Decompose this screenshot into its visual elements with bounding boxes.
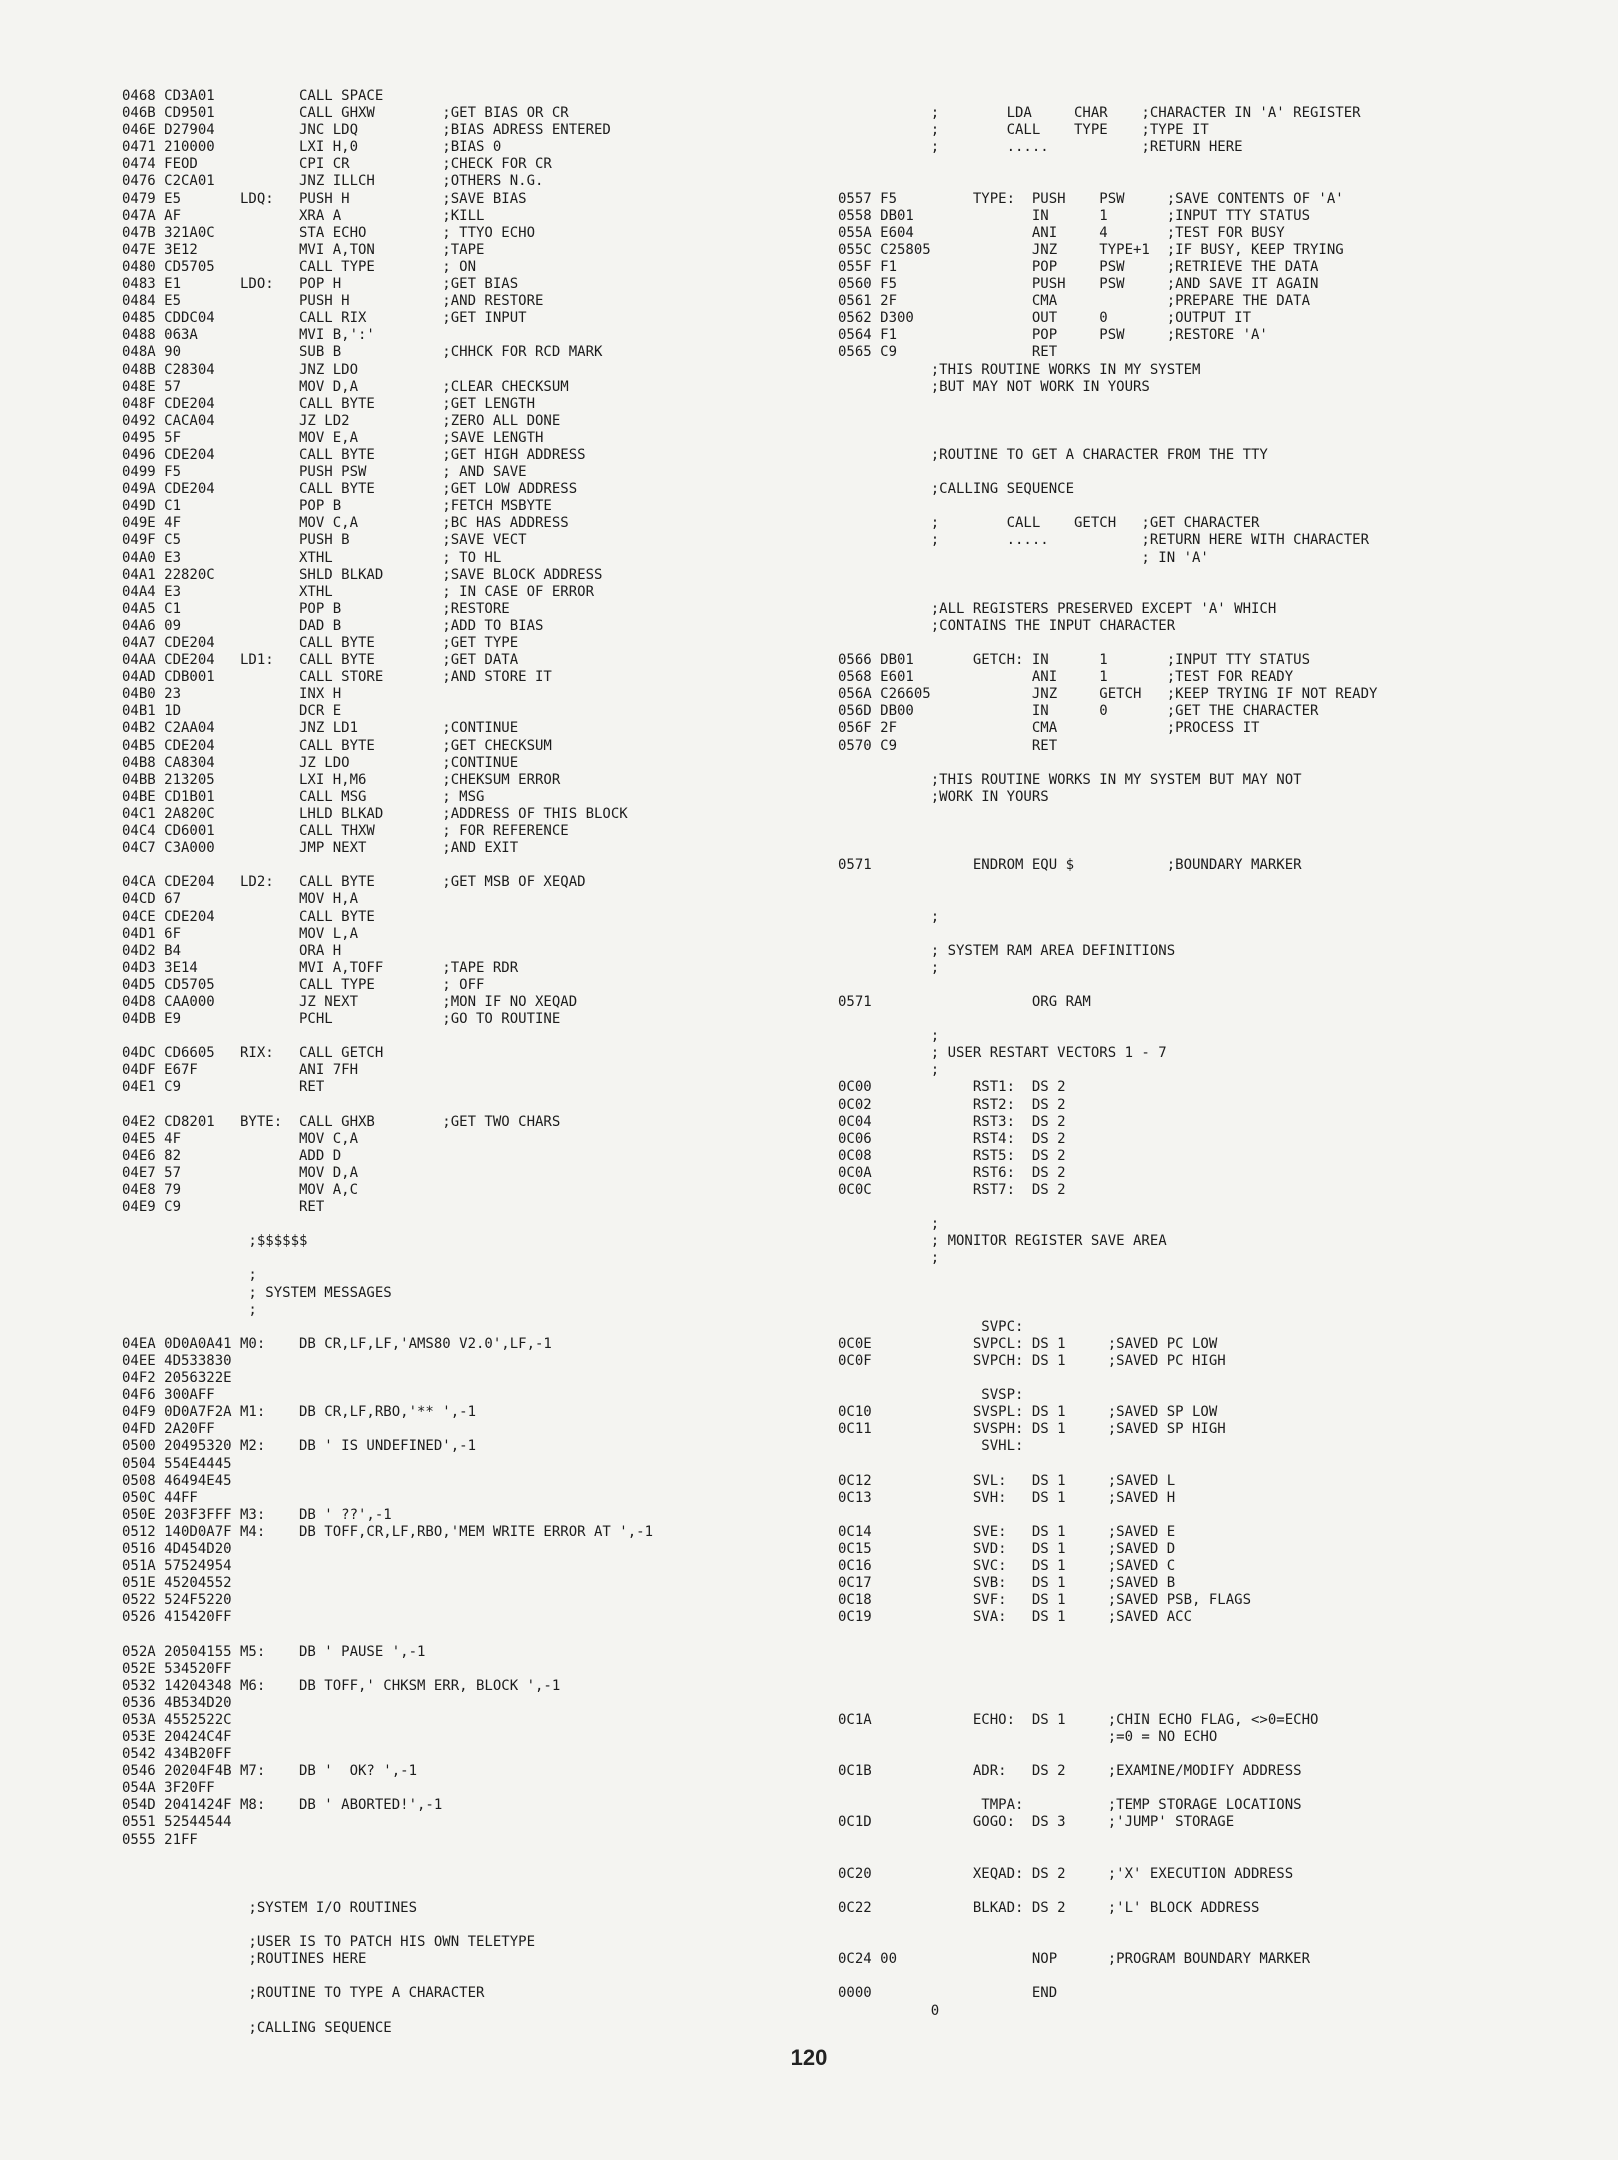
code-line: 0C00 RST1: DS 2 xyxy=(838,1079,1066,1096)
code-line: ;=0 = NO ECHO xyxy=(838,1729,1218,1745)
code-line xyxy=(122,1968,822,1985)
code-line: 0C20 XEQAD: DS 2 ;'X' EXECUTION ADDRESS xyxy=(838,1865,1294,1882)
code-line: 048E 57 MOV D,A ;CLEAR CHECKSUM xyxy=(122,378,569,395)
code-line: ;USER IS TO PATCH HIS OWN TELETYPE xyxy=(122,1934,536,1951)
code-line: 0542 434B20FF xyxy=(122,1746,232,1763)
code-line xyxy=(838,1011,1568,1028)
code-line xyxy=(838,823,1568,840)
code-line xyxy=(838,1661,1568,1678)
code-line: 050C 44FF xyxy=(122,1489,198,1506)
code-line: 055A E604 ANI 4 ;TEST FOR BUSY xyxy=(838,224,1285,241)
code-line: 04AD CDB001 CALL STORE ;AND STORE IT xyxy=(122,669,552,686)
code-line xyxy=(838,584,1568,601)
code-line: 0571 ENDROM EQU $ ;BOUNDARY MARKER xyxy=(838,857,1302,874)
code-line: 049D C1 POP B ;FETCH MSBYTE xyxy=(122,498,552,515)
code-line: 046E D27904 JNC LDQ ;BIAS ADRESS ENTERED xyxy=(122,122,611,139)
code-line: 0488 063A MVI B,':' xyxy=(122,327,375,344)
code-line xyxy=(838,635,1568,652)
code-line: 04DF E67F ANI 7FH xyxy=(122,1062,359,1079)
code-line: 04B0 23 INX H xyxy=(122,686,342,703)
code-line: 054D 2041424F M8: DB ' ABORTED!',-1 xyxy=(122,1797,443,1814)
code-line xyxy=(838,156,1568,173)
code-line: 0C04 RST3: DS 2 xyxy=(838,1113,1066,1130)
code-line: 04DB E9 PCHL ;GO TO ROUTINE xyxy=(122,1011,561,1028)
code-line: 04B5 CDE204 CALL BYTE ;GET CHECKSUM xyxy=(122,737,552,754)
code-line: 048B C28304 JNZ LDO xyxy=(122,361,359,378)
code-line: 0C15 SVD: DS 1 ;SAVED D xyxy=(838,1540,1176,1557)
code-line: 0496 CDE204 CALL BYTE ;GET HIGH ADDRESS xyxy=(122,446,586,463)
code-line: 047A AF XRA A ;KILL xyxy=(122,207,485,224)
code-line xyxy=(838,891,1568,908)
code-line xyxy=(838,755,1568,772)
code-line: 0516 4D454D20 xyxy=(122,1540,232,1557)
code-line: 04A0 E3 XTHL ; TO HL xyxy=(122,549,502,566)
code-line xyxy=(838,1626,1568,1643)
code-line xyxy=(838,1456,1568,1473)
code-line: 0512 140D0A7F M4: DB TOFF,CR,LF,RBO,'MEM WRITE ERROR AT ',-1 xyxy=(122,1523,654,1540)
code-line: 0564 F1 POP PSW ;RESTORE 'A' xyxy=(838,327,1268,344)
code-line xyxy=(122,1028,822,1045)
code-line: 04EA 0D0A0A41 M0: DB CR,LF,LF,'AMS80 V2.0',LF,-1 xyxy=(122,1335,552,1352)
code-line xyxy=(838,1302,1568,1319)
code-line: 056F 2F CMA ;PROCESS IT xyxy=(838,720,1260,737)
code-line: 055C C25805 JNZ TYPE+1 ;IF BUSY, KEEP TRYING xyxy=(838,241,1344,258)
code-line xyxy=(838,1849,1568,1866)
code-line: 0C24 00 NOP ;PROGRAM BOUNDARY MARKER xyxy=(838,1951,1311,1968)
code-line: SVPC: xyxy=(838,1318,1024,1335)
code-line: 0C16 SVC: DS 1 ;SAVED C xyxy=(838,1558,1176,1575)
code-line: ; xyxy=(838,1250,940,1267)
code-line: 0C02 RST2: DS 2 xyxy=(838,1096,1066,1113)
code-line: 04C4 CD6001 CALL THXW ; FOR REFERENCE xyxy=(122,823,569,840)
code-line xyxy=(838,1917,1568,1934)
code-line xyxy=(838,1746,1568,1763)
code-line: ;WORK IN YOURS xyxy=(838,788,1049,805)
code-line: 0557 F5 TYPE: PUSH PSW ;SAVE CONTENTS OF 'A' xyxy=(838,190,1344,207)
code-line xyxy=(122,1319,822,1336)
code-line xyxy=(122,1866,822,1883)
code-line: 0C12 SVL: DS 1 ;SAVED L xyxy=(838,1472,1176,1489)
code-line: 047E 3E12 MVI A,TON ;TAPE xyxy=(122,241,485,258)
code-line: 0500 20495320 M2: DB ' IS UNDEFINED',-1 xyxy=(122,1438,477,1455)
code-line xyxy=(838,1678,1568,1695)
code-line: 0479 E5 LDQ: PUSH H ;SAVE BIAS xyxy=(122,190,527,207)
code-line: 0C0E SVPCL: DS 1 ;SAVED PC LOW xyxy=(838,1335,1218,1352)
code-line: 04A7 CDE204 CALL BYTE ;GET TYPE xyxy=(122,635,519,651)
code-line: 0560 F5 PUSH PSW ;AND SAVE IT AGAIN xyxy=(838,276,1319,293)
code-line: ; xyxy=(122,1267,257,1284)
code-line xyxy=(838,430,1568,447)
code-line xyxy=(838,1199,1568,1216)
code-line xyxy=(838,396,1568,413)
code-line xyxy=(838,1644,1568,1661)
code-line: ; SYSTEM MESSAGES xyxy=(122,1284,392,1301)
code-line: 0C0F SVPCH: DS 1 ;SAVED PC HIGH xyxy=(838,1352,1226,1369)
code-line: 0570 C9 RET xyxy=(838,737,1058,754)
code-line xyxy=(838,1507,1568,1524)
code-line: 04F6 300AFF xyxy=(122,1387,215,1404)
code-line: 046B CD9501 CALL GHXW ;GET BIAS OR CR xyxy=(122,105,569,122)
code-line: 052E 534520FF xyxy=(122,1660,232,1677)
code-line: 056A C26605 JNZ GETCH ;KEEP TRYING IF NOT READY xyxy=(838,686,1378,703)
code-line: ;CALLING SEQUENCE xyxy=(838,481,1075,498)
code-line: 047B 321A0C STA ECHO ; TTYO ECHO xyxy=(122,224,536,241)
code-line: 0561 2F CMA ;PREPARE THE DATA xyxy=(838,293,1311,310)
code-line xyxy=(838,1285,1568,1302)
code-line xyxy=(838,977,1568,994)
code-line: ;CALLING SEQUENCE xyxy=(122,2019,392,2036)
code-line: 0471 210000 LXI H,0 ;BIAS 0 xyxy=(122,139,502,156)
code-line: ; LDA CHAR ;CHARACTER IN 'A' REGISTER xyxy=(838,105,1361,122)
code-line: 04A5 C1 POP B ;RESTORE xyxy=(122,600,510,617)
code-line: ;ALL REGISTERS PRESERVED EXCEPT 'A' WHICH xyxy=(838,600,1277,617)
code-line: 0483 E1 LDO: POP H ;GET BIAS xyxy=(122,276,519,293)
code-line: 04CA CDE204 LD2: CALL BYTE ;GET MSB OF XEQAD xyxy=(122,874,586,891)
code-line xyxy=(838,806,1568,823)
code-line: 04D1 6F MOV L,A xyxy=(122,925,359,942)
code-line: 04B1 1D DCR E xyxy=(122,703,342,720)
code-line: 04CD 67 MOV H,A xyxy=(122,891,359,908)
code-line: ; xyxy=(838,1216,940,1233)
code-line: 055F F1 POP PSW ;RETRIEVE THE DATA xyxy=(838,258,1319,275)
code-line: 0C22 BLKAD: DS 2 ;'L' BLOCK ADDRESS xyxy=(838,1899,1260,1916)
code-line: 0562 D300 OUT 0 ;OUTPUT IT xyxy=(838,310,1252,327)
code-line: 0565 C9 RET xyxy=(838,344,1058,361)
code-line: 0C14 SVE: DS 1 ;SAVED E xyxy=(838,1523,1176,1540)
page-number: 120 xyxy=(790,2045,828,2070)
code-line: 0480 CD5705 CALL TYPE ; ON xyxy=(122,258,477,275)
code-line: 04C1 2A820C LHLD BLKAD ;ADDRESS OF THIS BLOCK xyxy=(122,805,628,822)
code-line: 04A4 E3 XTHL ; IN CASE OF ERROR xyxy=(122,583,595,600)
code-line xyxy=(838,464,1568,481)
code-line: ; IN 'A' xyxy=(838,549,1209,566)
code-line: 051E 45204552 xyxy=(122,1575,232,1592)
code-line: 0485 CDDC04 CALL RIX ;GET INPUT xyxy=(122,310,527,327)
code-line: ;CONTAINS THE INPUT CHARACTER xyxy=(838,617,1176,634)
code-line: ;SYSTEM I/O ROUTINES xyxy=(122,1899,418,1916)
code-line xyxy=(838,1832,1568,1849)
code-line: ; SYSTEM RAM AREA DEFINITIONS xyxy=(838,942,1176,959)
code-line: ; ..... ;RETURN HERE xyxy=(838,139,1243,156)
code-line: 04E6 82 ADD D xyxy=(122,1147,342,1164)
left-code-column xyxy=(122,88,822,2037)
code-line: ;THIS ROUTINE WORKS IN MY SYSTEM BUT MAY NOT xyxy=(838,771,1302,788)
code-line: 050E 203F3FFF M3: DB ' ??',-1 xyxy=(122,1506,392,1523)
code-line: 0C13 SVH: DS 1 ;SAVED H xyxy=(838,1489,1176,1506)
code-line: 04D5 CD5705 CALL TYPE ; OFF xyxy=(122,976,485,993)
code-line: 0474 FEOD CPI CR ;CHECK FOR CR xyxy=(122,156,552,173)
code-line: 0522 524F5220 xyxy=(122,1592,232,1609)
code-line: 04FD 2A20FF xyxy=(122,1421,215,1438)
code-line xyxy=(122,1849,822,1866)
code-line xyxy=(122,857,822,874)
code-line: 04D2 B4 ORA H xyxy=(122,942,342,959)
code-line: 04E5 4F MOV C,A xyxy=(122,1130,359,1147)
code-line: 0495 5F MOV E,A ;SAVE LENGTH xyxy=(122,429,544,446)
code-line: ; xyxy=(838,959,940,976)
code-line: 0551 52544544 xyxy=(122,1814,232,1831)
code-line: ; xyxy=(838,908,940,925)
code-line: 04E2 CD8201 BYTE: CALL GHXB ;GET TWO CHARS xyxy=(122,1113,561,1130)
code-line xyxy=(122,2003,822,2020)
code-line: 04AA CDE204 LD1: CALL BYTE ;GET DATA xyxy=(122,652,519,669)
code-line: ; USER RESTART VECTORS 1 - 7 xyxy=(838,1045,1167,1062)
code-line: 056D DB00 IN 0 ;GET THE CHARACTER xyxy=(838,703,1319,720)
code-line: 0508 46494E45 xyxy=(122,1472,232,1489)
code-line xyxy=(838,498,1568,515)
code-line: 0C1D GOGO: DS 3 ;'JUMP' STORAGE xyxy=(838,1814,1235,1831)
code-line: ; CALL GETCH ;GET CHARACTER xyxy=(838,515,1260,532)
code-line: 0504 554E4445 xyxy=(122,1455,232,1472)
code-line: 0566 DB01 GETCH: IN 1 ;INPUT TTY STATUS xyxy=(838,652,1311,669)
code-line: ; CALL TYPE ;TYPE IT xyxy=(838,122,1209,139)
code-line: 0C18 SVF: DS 1 ;SAVED PSB, FLAGS xyxy=(838,1592,1252,1609)
code-line xyxy=(838,1780,1568,1797)
code-line xyxy=(838,1267,1568,1284)
code-line: 049A CDE204 CALL BYTE ;GET LOW ADDRESS xyxy=(122,481,578,498)
code-line: ;THIS ROUTINE WORKS IN MY SYSTEM xyxy=(838,361,1201,378)
code-line: TMPA: ;TEMP STORAGE LOCATIONS xyxy=(838,1797,1302,1814)
code-line: 0558 DB01 IN 1 ;INPUT TTY STATUS xyxy=(838,207,1311,224)
code-line xyxy=(122,1626,822,1643)
code-line xyxy=(838,1695,1568,1712)
code-line xyxy=(838,1934,1568,1951)
code-line: 0499 F5 PUSH PSW ; AND SAVE xyxy=(122,464,527,481)
code-line: 04CE CDE204 CALL BYTE xyxy=(122,908,375,925)
code-line: ; ..... ;RETURN HERE WITH CHARACTER xyxy=(838,532,1370,549)
code-line: 0C06 RST4: DS 2 xyxy=(838,1130,1066,1147)
code-line: 0468 CD3A01 CALL SPACE xyxy=(122,88,384,104)
code-line: 0 xyxy=(838,2002,940,2019)
code-line: 048A 90 SUB B ;CHHCK FOR RCD MARK xyxy=(122,344,603,361)
code-line: 0C19 SVA: DS 1 ;SAVED ACC xyxy=(838,1609,1193,1626)
code-line xyxy=(838,567,1568,584)
code-line: 04A6 09 DAD B ;ADD TO BIAS xyxy=(122,617,544,634)
code-line: 04E7 57 MOV D,A xyxy=(122,1164,359,1181)
code-line: ; xyxy=(838,1028,940,1045)
code-line: 04E9 C9 RET xyxy=(122,1199,325,1216)
code-line xyxy=(122,1097,822,1114)
code-line: 0532 14204348 M6: DB TOFF,' CHKSM ERR, BLOCK ',-1 xyxy=(122,1677,561,1694)
code-line: ;$$$$$$ xyxy=(122,1233,308,1250)
code-line: 0568 E601 ANI 1 ;TEST FOR READY xyxy=(838,669,1294,686)
code-line: 04DC CD6605 RIX: CALL GETCH xyxy=(122,1045,384,1062)
code-line: 04D8 CAA000 JZ NEXT ;MON IF NO XEQAD xyxy=(122,993,578,1010)
code-line xyxy=(838,413,1568,430)
code-line: 0C0A RST6: DS 2 xyxy=(838,1164,1066,1181)
code-line: 0C08 RST5: DS 2 xyxy=(838,1147,1066,1164)
code-line: 0526 415420FF xyxy=(122,1609,232,1626)
code-line: SVSP: xyxy=(838,1387,1024,1404)
code-line: 0000 END xyxy=(838,1985,1058,2002)
code-line: 053E 20424C4F xyxy=(122,1729,232,1745)
code-line: 04BB 213205 LXI H,M6 ;CHEKSUM ERROR xyxy=(122,771,561,788)
code-line: 0C17 SVB: DS 1 ;SAVED B xyxy=(838,1575,1176,1592)
code-line: 049F C5 PUSH B ;SAVE VECT xyxy=(122,532,527,549)
code-line xyxy=(122,1883,822,1900)
code-line xyxy=(838,88,1568,105)
code-line xyxy=(838,1968,1568,1985)
code-line: SVHL: xyxy=(838,1438,1024,1455)
code-line: ;BUT MAY NOT WORK IN YOURS xyxy=(838,378,1150,395)
code-line: 0C1B ADR: DS 2 ;EXAMINE/MODIFY ADDRESS xyxy=(838,1763,1302,1780)
code-line: 04E8 79 MOV A,C xyxy=(122,1182,359,1198)
code-line: 04D3 3E14 MVI A,TOFF ;TAPE RDR xyxy=(122,959,519,976)
code-line xyxy=(838,1883,1568,1900)
code-line: 04EE 4D533830 xyxy=(122,1352,232,1369)
code-line: 04E1 C9 RET xyxy=(122,1079,325,1096)
code-line: 04C7 C3A000 JMP NEXT ;AND EXIT xyxy=(122,840,519,857)
code-line: 0546 20204F4B M7: DB ' OK? ',-1 xyxy=(122,1763,418,1780)
code-line: 0571 ORG RAM xyxy=(838,993,1091,1010)
code-line: ; xyxy=(838,1062,940,1079)
code-line: 0C0C RST7: DS 2 xyxy=(838,1182,1066,1198)
code-line: 04BE CD1B01 CALL MSG ; MSG xyxy=(122,788,485,805)
code-line: 0536 4B534D20 xyxy=(122,1694,232,1711)
right-code-column xyxy=(838,88,1568,2020)
code-line: 052A 20504155 M5: DB ' PAUSE ',-1 xyxy=(122,1643,426,1660)
code-line xyxy=(122,1917,822,1934)
code-line: 04F2 2056322E xyxy=(122,1370,232,1387)
code-line: ;ROUTINE TO TYPE A CHARACTER xyxy=(122,1985,485,2002)
code-line xyxy=(122,1250,822,1267)
code-line xyxy=(838,173,1568,190)
code-line xyxy=(838,874,1568,891)
code-line: 04B8 CA8304 JZ LDO ;CONTINUE xyxy=(122,754,519,771)
code-line: 0555 21FF xyxy=(122,1831,198,1848)
code-line xyxy=(122,1216,822,1233)
code-line: 04F9 0D0A7F2A M1: DB CR,LF,RBO,'** ',-1 xyxy=(122,1404,477,1421)
code-line: 0C11 SVSPH: DS 1 ;SAVED SP HIGH xyxy=(838,1421,1226,1438)
code-line xyxy=(838,926,1568,943)
code-line: 054A 3F20FF xyxy=(122,1780,215,1797)
code-line: 04B2 C2AA04 JNZ LD1 ;CONTINUE xyxy=(122,720,519,737)
code-line: ; MONITOR REGISTER SAVE AREA xyxy=(838,1233,1167,1250)
code-line: 04A1 22820C SHLD BLKAD ;SAVE BLOCK ADDRESS xyxy=(122,566,603,583)
code-line: ;ROUTINES HERE xyxy=(122,1951,367,1968)
code-line xyxy=(838,840,1568,857)
code-line: 0476 C2CA01 JNZ ILLCH ;OTHERS N.G. xyxy=(122,173,544,190)
code-line: 0492 CACA04 JZ LD2 ;ZERO ALL DONE xyxy=(122,412,561,429)
code-line: 053A 4552522C xyxy=(122,1711,232,1728)
code-line: 0C10 SVSPL: DS 1 ;SAVED SP LOW xyxy=(838,1404,1218,1421)
code-line: ; xyxy=(122,1301,257,1318)
code-line: 048F CDE204 CALL BYTE ;GET LENGTH xyxy=(122,395,536,412)
code-line: ;ROUTINE TO GET A CHARACTER FROM THE TTY xyxy=(838,446,1268,463)
code-line: 0C1A ECHO: DS 1 ;CHIN ECHO FLAG, <>0=ECHO xyxy=(838,1711,1319,1728)
code-line xyxy=(838,1370,1568,1387)
code-line: 0484 E5 PUSH H ;AND RESTORE xyxy=(122,293,544,310)
code-line: 049E 4F MOV C,A ;BC HAS ADDRESS xyxy=(122,515,569,532)
code-line: 051A 57524954 xyxy=(122,1558,232,1575)
